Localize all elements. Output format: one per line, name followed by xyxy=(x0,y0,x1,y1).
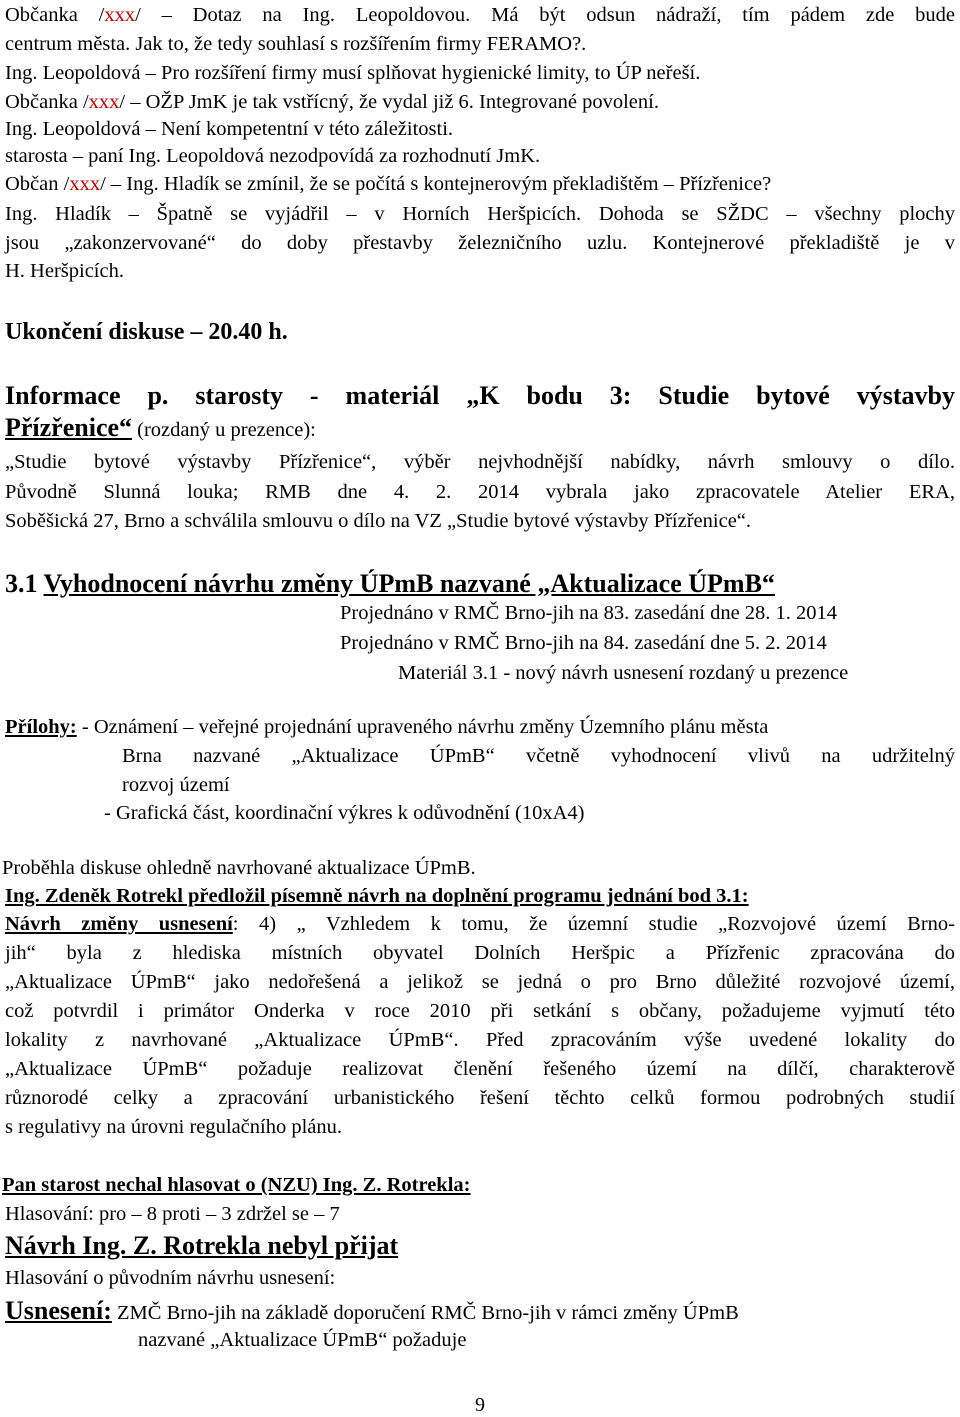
paragraph-line: Proběhla diskuse ohledně navrhované aktualizace ÚPmB. xyxy=(2,857,476,879)
paragraph-line: „Aktualizace ÚPmB“ požaduje realizovat členění řešeného území na dílčí, charakterově xyxy=(5,1058,955,1080)
vote-outcome: Návrh Ing. Z. Rotrekla nebyl přijat xyxy=(5,1231,399,1260)
paragraph-line: což potvrdil i primátor Onderka v roce 2010 při setkání s občany, požadujeme vyjmutí této xyxy=(5,1000,955,1022)
section-heading: Ukončení diskuse – 20.40 h. xyxy=(5,319,288,345)
paragraph-line: Projednáno v RMČ Brno-jih na 84. zasedání dne 5. 2. 2014 xyxy=(340,632,827,654)
paragraph-line: Ing. Leopoldová – Není kompetentní v této záležitosti. xyxy=(5,118,454,140)
vote-heading: Pan starost nechal hlasovat o (NZU) Ing. Z. Rotrekla: xyxy=(2,1174,471,1196)
paragraph-line: centrum města. Jak to, že tedy souhlasí s rozšířením firmy FERAMO?. xyxy=(5,33,587,55)
paragraph-line: jih“ byla z hlediska místních obyvatel Dolních Heršpic a Přízřenic zpracována do xyxy=(5,942,955,964)
paragraph-line: Návrh změny usnesení: 4) „ Vzhledem k tomu, že územní studie „Rozvojové území Brno- xyxy=(5,913,955,935)
resolution-line: Usnesení: ZMČ Brno-jih na základě doporučení RMČ Brno-jih v rámci změny ÚPmB xyxy=(5,1296,739,1325)
paragraph-line: Občanka /xxx/ – Dotaz na Ing. Leopoldovou. Má být odsun nádraží, tím pádem zde bude xyxy=(5,4,955,26)
agenda-item-title: 3.1 Vyhodnocení návrhu změny ÚPmB nazvané „Aktualizace ÚPmB“ xyxy=(5,569,775,598)
paragraph-line: Materiál 3.1 - nový návrh usnesení rozdaný u prezence xyxy=(398,662,849,684)
attachments-line: Přílohy: - Oznámení – veřejné projednání upraveného návrhu změny Územního plánu města xyxy=(5,716,769,738)
paragraph-line: Občanka /xxx/ – OŽP JmK je tak vstřícný, že vydal již 6. Integrované povolení. xyxy=(5,91,659,113)
paragraph-line: Původně Slunná louka; RMB dne 4. 2. 2014 vybrala jako zpracovatele Atelier ERA, xyxy=(5,481,955,503)
paragraph-line: rozvoj území xyxy=(122,774,230,796)
paragraph-line: Ing. Hladík – Špatně se vyjádřil – v Horních Heršpicích. Dohoda se SŽDC – všechny plochy xyxy=(5,203,955,225)
paragraph-line: H. Heršpicích. xyxy=(5,260,124,282)
paragraph-line: nazvané „Aktualizace ÚPmB“ požaduje xyxy=(138,1329,467,1351)
paragraph-line: s regulativy na úrovni regulačního plánu. xyxy=(5,1116,343,1138)
paragraph-line: starosta – paní Ing. Leopoldová nezodpovídá za rozhodnutí JmK. xyxy=(5,145,541,167)
paragraph-line: Hlasování o původním návrhu usnesení: xyxy=(5,1267,336,1289)
paragraph-line: Projednáno v RMČ Brno-jih na 83. zasedání dne 28. 1. 2014 xyxy=(340,602,838,624)
page-number: 9 xyxy=(475,1394,485,1416)
proposal-heading: Ing. Zdeněk Rotrekl předložil písemně návrh na doplnění programu jednání bod 3.1: xyxy=(5,885,749,907)
paragraph-line: „Studie bytové výstavby Přízřenice“, výběr nejvhodnější nabídky, návrh smlouvy o dílo. xyxy=(5,451,955,473)
paragraph-line: různorodé celky a zpracování urbanistického řešení těchto celků formou podrobných studií xyxy=(5,1087,955,1109)
vote-result: Hlasování: pro – 8 proti – 3 zdržel se – 7 xyxy=(5,1203,340,1225)
paragraph-line: Brna nazvané „Aktualizace ÚPmB“ včetně vyhodnocení vlivů na udržitelný xyxy=(122,745,955,767)
paragraph-line: Soběšická 27, Brno a schválila smlouvu o dílo na VZ „Studie bytové výstavby Přízřenice“. xyxy=(5,510,752,532)
redacted-name: xxx xyxy=(88,91,120,113)
paragraph-line: Přízřenice“ (rozdaný u prezence): xyxy=(5,413,316,442)
paragraph-line: „Aktualizace ÚPmB“ jako nedořešená a jelikož se jedná o pro Brno důležité rozvojové území, xyxy=(5,971,955,993)
section-heading: Informace p. starosty - materiál „K bodu 3: Studie bytové výstavby xyxy=(5,381,955,410)
paragraph-line: lokality z navrhované „Aktualizace ÚPmB“. Před zpracováním výše uvedené lokality do xyxy=(5,1029,955,1051)
paragraph-line: jsou „zakonzervované“ do doby přestavby železničního uzlu. Kontejnerové překladiště je v xyxy=(5,232,955,254)
paragraph-line: - Grafická část, koordinační výkres k odůvodnění (10xA4) xyxy=(104,802,585,824)
redacted-name: xxx xyxy=(69,173,101,195)
paragraph-line: Občan /xxx/ – Ing. Hladík se zmínil, že se počítá s kontejnerovým překladištěm – Přízřenice? xyxy=(5,173,772,195)
redacted-name: xxx xyxy=(104,4,136,26)
paragraph-line: Ing. Leopoldová – Pro rozšíření firmy musí splňovat hygienické limity, to ÚP neřeší. xyxy=(5,62,701,84)
